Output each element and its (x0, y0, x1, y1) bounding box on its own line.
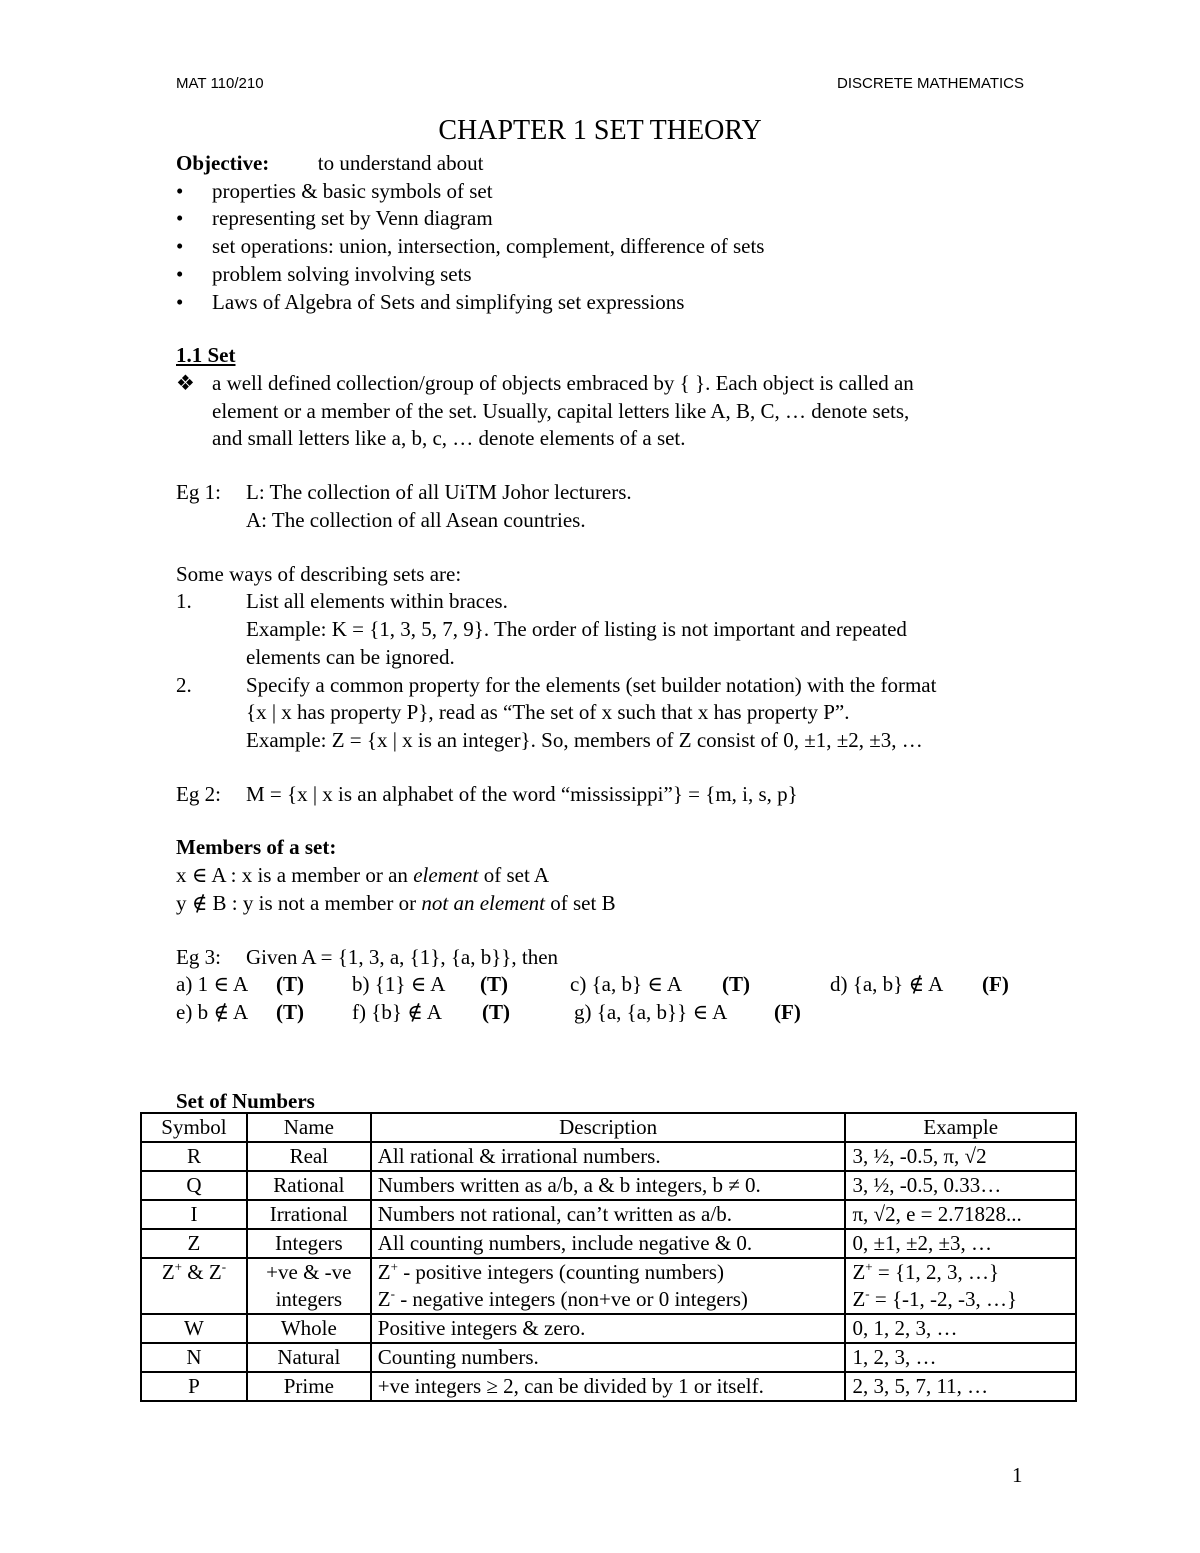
example-3: Eg 3: Given A = {1, 3, a, {1}, {a, b}}, then (176, 944, 559, 969)
column-header: Example (845, 1113, 1076, 1142)
objective-item: • representing set by Venn diagram (176, 205, 1056, 233)
set-of-numbers-table (140, 1112, 1077, 1402)
bullet-icon: • (176, 289, 184, 314)
way-2: 2. Specify a common property for the elements (set builder notation) with the format (176, 672, 937, 697)
bullet-icon: • (176, 261, 184, 286)
objective-item: • set operations: union, intersection, complement, difference of sets (176, 233, 1056, 261)
course-title: DISCRETE MATHEMATICS (837, 75, 1024, 92)
table-title: Set of Numbers (176, 1089, 315, 1113)
ways-intro: Some ways of describing sets are: (176, 561, 462, 586)
table-row: W Whole Positive integers & zero. 0, 1, 2, 3, … (141, 1314, 1076, 1343)
course-code: MAT 110/210 (176, 75, 264, 92)
table-row: Z Integers All counting numbers, include negative & 0. 0, ±1, ±2, ±3, … (141, 1229, 1076, 1258)
example-1: Eg 1: L: The collection of all UiTM Johor lecturers. (176, 480, 632, 505)
page-number: 1 (1012, 1463, 1023, 1487)
table-row: R Real All rational & irrational numbers. 3, ½, -0.5, π, √2 (141, 1142, 1076, 1171)
section-heading: 1.1 Set (176, 343, 236, 368)
way-1: 1. List all elements within braces. (176, 589, 508, 614)
objective-item: • Laws of Algebra of Sets and simplifying set expressions (176, 289, 1056, 317)
chapter-title: CHAPTER 1 SET THEORY (438, 115, 762, 146)
diamond-bullet-icon: ❖ (176, 371, 195, 396)
objective-item: • problem solving involving sets (176, 261, 1056, 289)
objective-text: to understand about (317, 151, 484, 175)
table-row: I Irrational Numbers not rational, can’t written as a/b. π, √2, e = 2.71828... (141, 1200, 1076, 1229)
table-row: N Natural Counting numbers. 1, 2, 3, … (141, 1343, 1076, 1372)
bullet-icon: • (176, 234, 184, 259)
column-header: Name (247, 1113, 371, 1142)
table-row: Q Rational Numbers written as a/b, a & b integers, b ≠ 0. 3, ½, -0.5, 0.33… (141, 1171, 1076, 1200)
bullet-icon: • (176, 206, 184, 231)
set-definition: ❖ a well defined collection/group of objects embraced by { }. Each object is called an element or a member of the set. Usually, capital letters like A, B, C, … denote sets, and small letters like a, b, c, … denote elements of a set. (176, 371, 914, 451)
example-2: Eg 2: M = {x | x is an alphabet of the word “mississippi”} = {m, i, s, p} (176, 781, 798, 806)
non-member-line: y ∉ B : y is not a member or not an element of set B (176, 890, 616, 915)
bullet-icon: • (176, 178, 184, 203)
table-row: Z+ & Z- +ve & -ve integers Z+ - positive integers (counting numbers) Z- - negative integers (non+ve or 0 integers) Z+ = {1, 2, 3, …} Z- = {-1, -2, -3, …} (141, 1258, 1076, 1314)
objective-item: • properties & basic symbols of set (176, 178, 1056, 206)
column-header: Symbol (141, 1113, 247, 1142)
objective-line (176, 150, 1056, 178)
member-line: x ∈ A : x is a member or an element of set A (176, 863, 550, 888)
example-3-row-2: e) b ∉ A (T) f) {b} ∉ A (T) g) {a, {a, b}} ∈ A (F) (176, 1000, 801, 1025)
document-body: Objective: to understand about • properties & basic symbols of set • representing set by Venn diagram • set operations: union, intersection, complement, difference of sets • problem solving involving sets • Laws of Algebra of Sets and simplifying set expressions 1.1 Set ❖ a well defined collection/group of objects embraced by { }. Each object is called an element or a member of the set. Usually, capital letters like A, B, C, … denote sets, and small letters like a, b, c, … denote elements of a set. Eg 1: L: The collection of all UiTM Johor lecturers. A: The collection of all Asean countries. Some ways of describing sets are: 1. List all elements within braces. Example: K = {1, 3, 5, 7, 9}. The order of listing is not important and repeated elements can be ignored. 2. Specify a common property for the elements (set builder notation) with the format {x | x has property P}, read as “The set of x such that x has property P”. Example: Z = {x | x is an integer}. So, members of Z consist of 0, ±1, ±2, ±3, … Eg 2: M = {x | x is an alphabet of the word “mississippi”} = {m, i, s, p} Members of a set: x ∈ A : x is a member or an element of set A y ∉ B : y is not a member or not an element of set B Eg 3: Given A = {1, 3, a, {1}, {a, b}}, then a) 1 ∈ A (T) b) {1} ∈ A (T) c) {a, b} ∈ A (T) d) {a, b} ∉ A (F) e) b ∉ A (T) f) {b} ∉ A (T) g) {a, {a, b}} ∈ A (F) (176, 150, 1056, 1027)
table-header-row (141, 1113, 1076, 1142)
objective-label: Objective: (176, 151, 270, 175)
table-row: P Prime +ve integers ≥ 2, can be divided by 1 or itself. 2, 3, 5, 7, 11, … (141, 1372, 1076, 1401)
members-heading: Members of a set: (176, 835, 337, 860)
column-header: Description (371, 1113, 846, 1142)
example-3-row-1: a) 1 ∈ A (T) b) {1} ∈ A (T) c) {a, b} ∈ A (T) d) {a, b} ∉ A (F) (176, 972, 1009, 997)
